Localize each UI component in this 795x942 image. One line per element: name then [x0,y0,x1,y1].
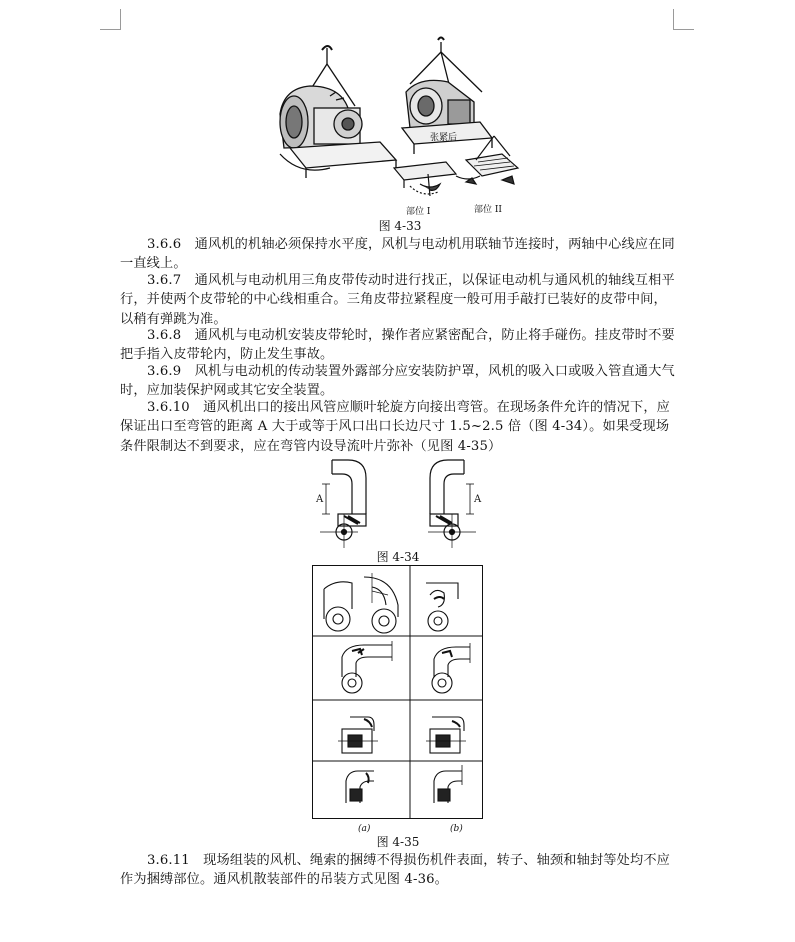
cell-row4-b [434,765,462,803]
paragraph-3-6-11: 3.6.11 现场组装的风机、绳索的捆缚不得损伤机件表面，转子、轴颈和轴封等处均不应作为捆缚部位。通风机散装部件的吊装方式见图 4-36。 [120,853,670,888]
figure-4-35-diagram [312,565,484,835]
label-b: (b) [450,824,463,834]
figure-4-34-caption: 图 4-34 [376,550,420,564]
cell-row2-b [432,643,470,693]
label-a: (a) [358,824,371,834]
figure-4-33-caption: 图 4-33 [378,219,422,233]
label-part-1: 部位 I [406,207,431,217]
cell-row4-a [346,771,374,803]
figure-4-33-illustration [270,36,532,218]
crop-mark-top-right [673,9,694,30]
duct-bend-right [428,460,476,548]
label-tightened: 张紧后 [430,133,458,143]
paragraph-3-6-9: 3.6.9 风机与电动机的传动装置外露部分应安装防护罩，风机的吸入口或吸入管直通大气时，应加装保护网或其它安全装置。 [120,364,675,399]
label-part-2: 部位 II [474,205,502,215]
lifted-fan-left [280,46,396,178]
duct-bend-left [320,460,366,548]
cell-row1-a [324,573,398,633]
cell-row3-b [426,717,466,753]
detail-part-2 [456,136,518,184]
dim-label-a-left: A [316,494,324,505]
paragraph-3-6-8: 3.6.8 通风机与电动机安装皮带轮时，操作者应紧密配合，防止将手碰伤。挂皮带时不要把手指入皮带轮内，防止发生事故。 [120,328,675,363]
paragraph-3-6-6: 3.6.6 通风机的机轴必须保持水平度，风机与电动机用联轴节连接时，两轴中心线应在同一直线上。 [120,237,675,272]
paragraph-3-6-10: 3.6.10 通风机出口的接出风管应顺叶轮旋方向接出弯管。在现场条件允许的情况下，应保证出口至弯管的距离 A 大于或等于风口出口长边尺寸 1.5~2.5 倍（图 4-34）。如果受现场条件限制达不到要求，应在弯管内设导流叶片弥补（见图 4-35） [120,400,670,454]
cell-row2-a [342,641,392,693]
detail-part-1 [394,162,456,196]
figure-4-34-diagram [308,454,498,550]
crop-mark-top-left [100,9,121,30]
dim-label-a-right: A [474,494,482,505]
cell-row1-b [426,583,458,631]
figure-4-35-caption: 图 4-35 [376,835,420,849]
cell-row3-a [338,717,378,753]
paragraph-3-6-7: 3.6.7 通风机与电动机用三角皮带传动时进行找正，以保证电动机与通风机的轴线互相平行，并使两个皮带轮的中心线相重合。三角皮带拉紧程度一般可用手敲打已装好的皮带中间，以稍有弹跳为准。 [120,273,675,327]
